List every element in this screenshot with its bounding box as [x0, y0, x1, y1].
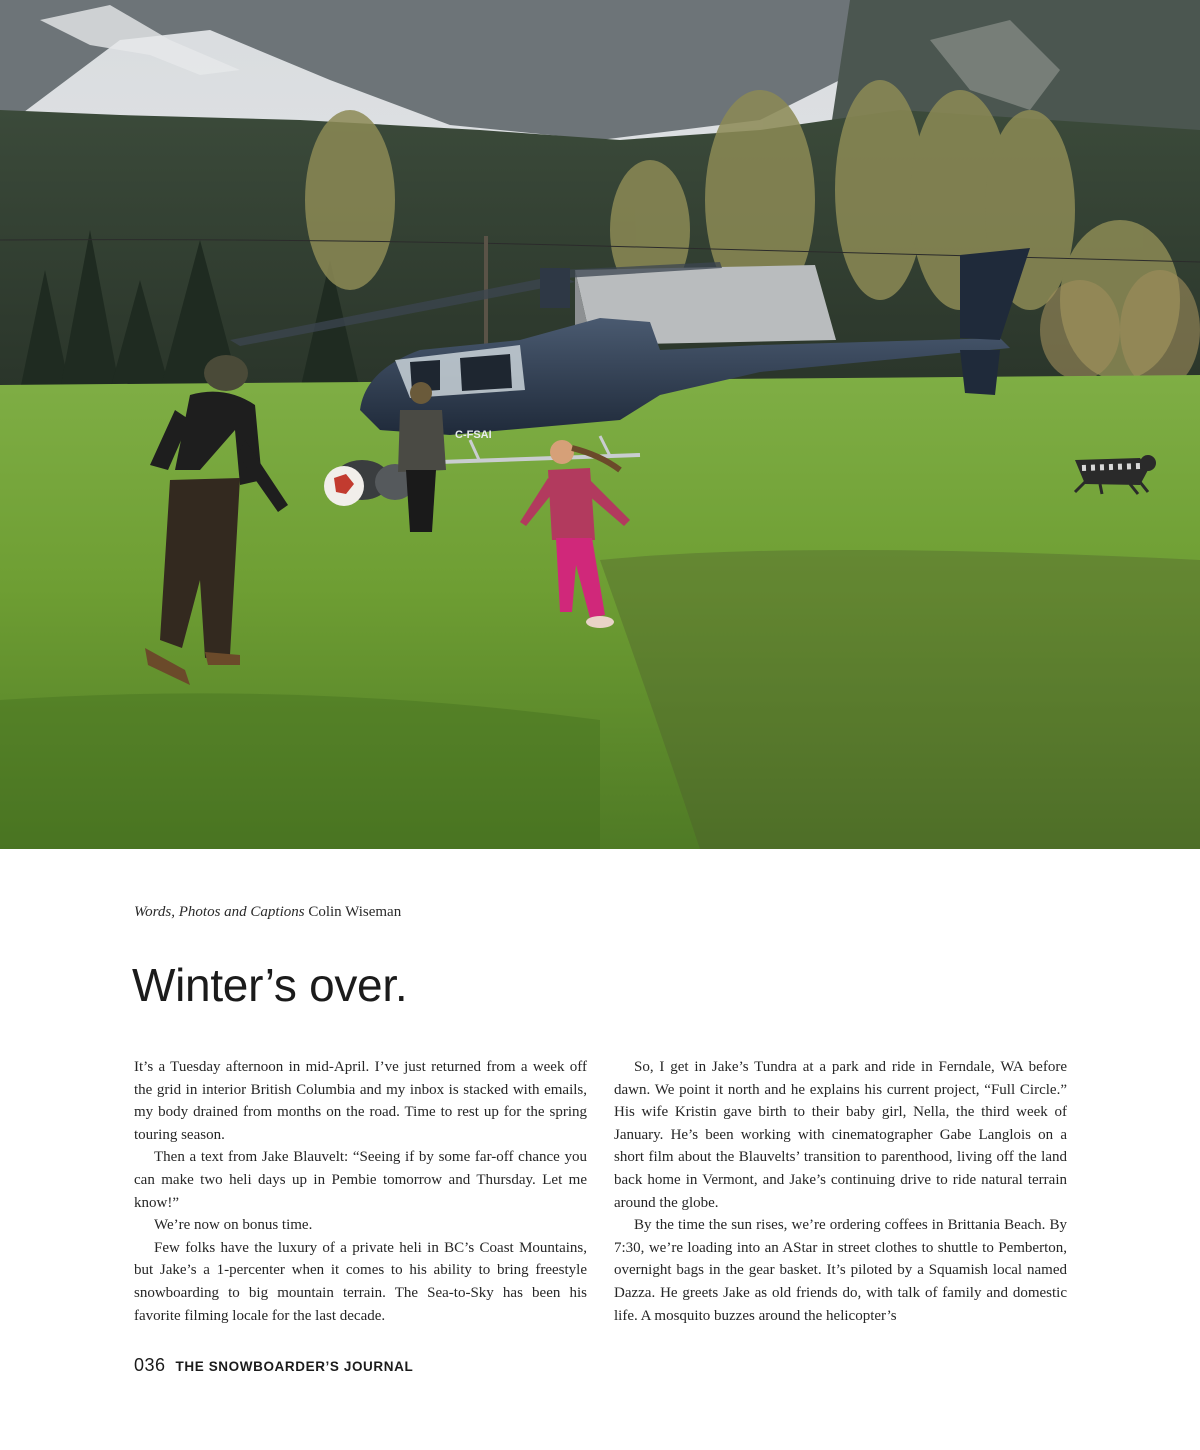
helicopter-registration: C-FSAI [455, 429, 492, 441]
paragraph: Then a text from Jake Blauvelt: “Seeing if by some far-off chance you can make two heli days up in Pembie tomorrow and Thursday. Let me know!” [134, 1149, 587, 1211]
paragraph: By the time the sun rises, we’re ordering coffees in Brittania Beach. By 7:30, we’re loading into an AStar in street clothes to shuttle to Pemberton, overnight bags in the gear basket. It’s piloted by a Squamish local named Dazza. He greets Jake as old friends do, with talk of family and domestic life. A mosquito buzzes around the helicopter’s [614, 1217, 1067, 1324]
paragraph: Few folks have the luxury of a private heli in BC’s Coast Mountains, but Jake’s a 1-percenter when it comes to his ability to bring freestyle snowboarding to big mountain terrain. The Sea-to-Sky has been his favorite filming locale for the last decade. [134, 1239, 587, 1324]
paragraph: We’re now on bonus time. [154, 1217, 313, 1234]
article-column-right [614, 1056, 1067, 1327]
byline-author: Colin Wiseman [308, 904, 402, 920]
page-footer [134, 1355, 413, 1376]
byline-label: Words, Photos and Captions [134, 904, 305, 920]
article-headline: Winter’s over. [132, 959, 408, 1011]
byline [134, 904, 401, 921]
article-body [134, 1056, 1067, 1327]
page-number: 036 [134, 1355, 166, 1375]
magazine-name: THE SNOWBOARDER’S JOURNAL [175, 1359, 414, 1374]
paragraph: It’s a Tuesday afternoon in mid-April. I’ve just returned from a week off the grid in interior British Columbia and my inbox is stacked with emails, my body drained from months on the road. Time to rest up for the spring touring season. [134, 1059, 587, 1143]
paragraph: So, I get in Jake’s Tundra at a park and ride in Ferndale, WA before dawn. We point it north and he explains his current project, “Full Circle.” His wife Kristin gave birth to their baby girl, Nella, the third week of January. He’s been working with cinematographer Gabe Langlois on a short film about the Blauvelts’ transition to parenthood, living off the land back home in Vermont, and Jake’s continuing drive to ride natural terrain around the globe. [614, 1059, 1067, 1211]
article-column-left [134, 1056, 587, 1327]
